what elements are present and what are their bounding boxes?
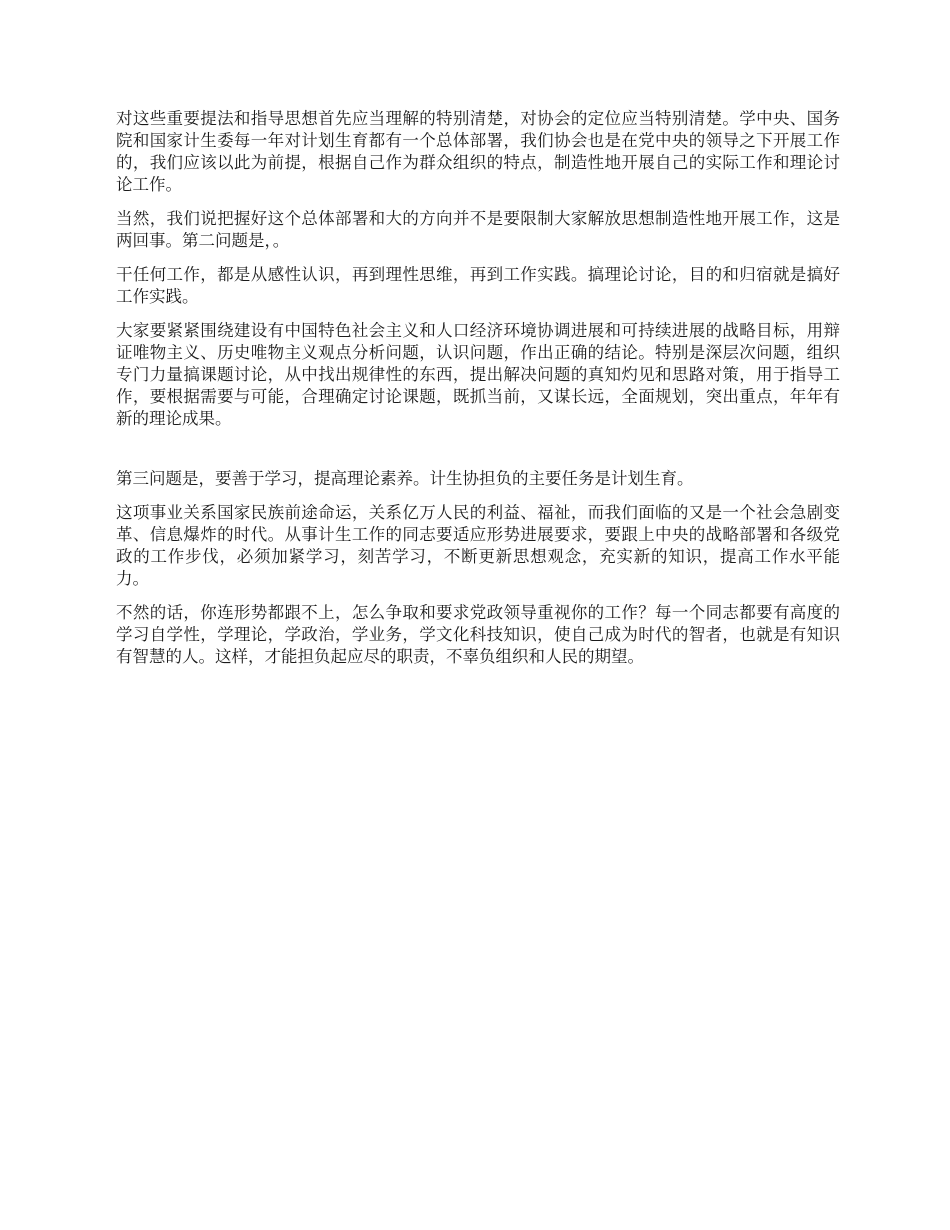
section-gap (116, 442, 840, 468)
paragraph-1: 对这些重要提法和指导思想首先应当理解的特别清楚，对协会的定位应当特别清楚。学中央、国务院和国家计生委每一年对计划生育都有一个总体部署，我们协会也是在党中央的领导之下开展工作的，我们应该以此为前提，根据自己作为群众组织的特点，制造性地开展自己的实际工作和理论讨论工作。 (116, 109, 840, 194)
paragraph-7: 不然的话，你连形势都跟不上，怎么争取和要求党政领导重视你的工作？每一个同志都要有高度的学习自学性，学理论，学政治，学业务，学文化科技知识，使自己成为时代的智者，也就是有知识有智慧的人。这样，才能担负起应尽的职责，不辜负组织和人民的期望。 (116, 603, 840, 666)
paragraph-6: 这项事业关系国家民族前途命运，关系亿万人民的利益、福祉，而我们面临的又是一个社会急剧变革、信息爆炸的时代。从事计生工作的同志要适应形势进展要求，要跟上中央的战略部署和各级党政的工作步伐，必须加紧学习，刻苦学习，不断更新思想观念，充实新的知识，提高工作水平能力。 (116, 503, 840, 588)
paragraph-5: 第三问题是，要善于学习，提高理论素养。计生协担负的主要任务是计划生育。 (116, 469, 694, 488)
document-body (116, 108, 840, 680)
paragraph-2: 当然，我们说把握好这个总体部署和大的方向并不是要限制大家解放思想制造性地开展工作，这是两回事。第二问题是，。 (116, 209, 840, 250)
paragraph-4: 大家要紧紧围绕建设有中国特色社会主义和人口经济环境协调进展和可持续进展的战略目标，用辩证唯物主义、历史唯物主义观点分析问题，认识问题，作出正确的结论。特别是深层次问题，组织专门力量搞课题讨论，从中找出规律性的东西，提出解决问题的真知灼见和思路对策，用于指导工作，要根据需要与可能，合理确定讨论课题，既抓当前，又谋长远，全面规划，突出重点，年年有新的理论成果。 (116, 321, 840, 428)
paragraph-3: 干任何工作，都是从感性认识，再到理性思维，再到工作实践。搞理论讨论，目的和归宿就是搞好工作实践。 (116, 265, 840, 306)
